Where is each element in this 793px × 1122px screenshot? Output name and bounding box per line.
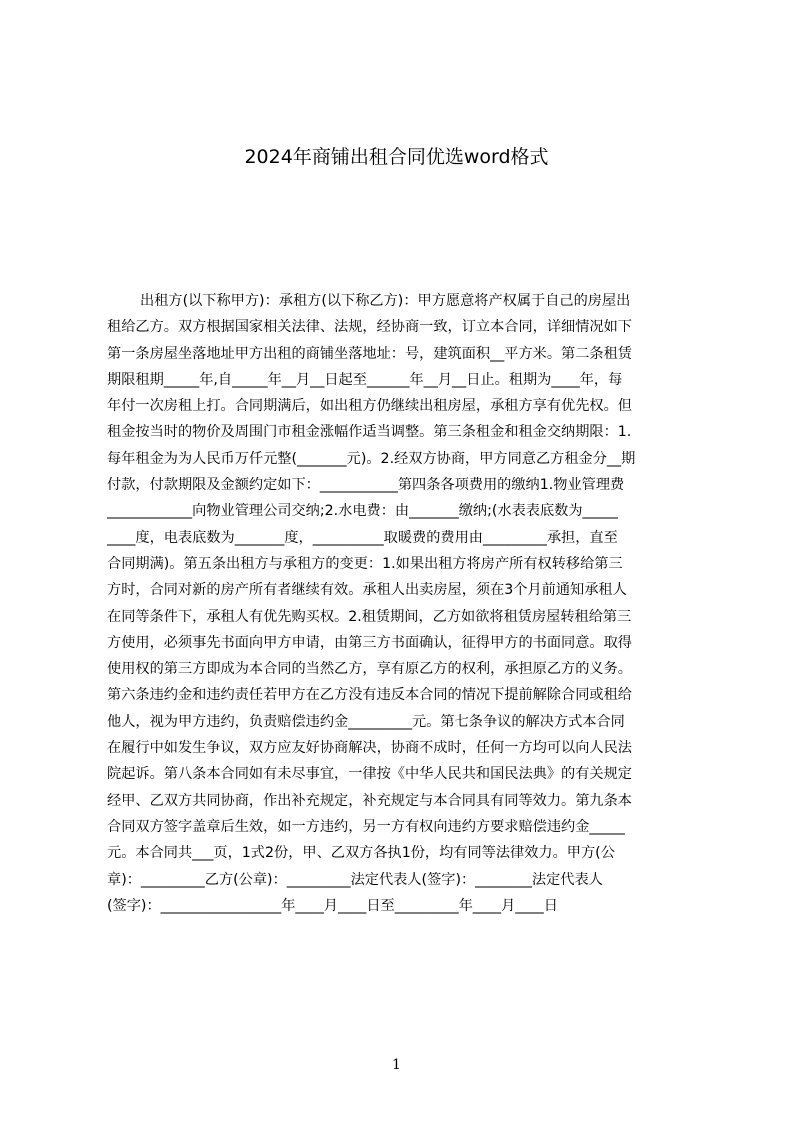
body-line: 每年租金为为人民币万仟元整(_______元)。2.经双方协商，甲方同意乙方租金分__期 — [107, 450, 636, 467]
body-line: 租金按当时的物价及周围门市租金涨幅作适当调整。第三条租金和租金交纳期限：1. — [107, 424, 632, 441]
body-line: 他人，视为甲方违约，负责赔偿违约金_________元。第七条争议的解决方式本合同 — [107, 713, 625, 730]
body-line: 在履行中如发生争议，双方应友好协商解决，协商不成时，任何一方均可以向人民法 — [107, 740, 632, 757]
body-line: 合同期满)。第五条出租方与承租方的变更：1.如果出租方将房产所有权转移给第三 — [107, 555, 623, 572]
body-line: ____________向物业管理公司交纳;2.水电费：由_______缴纳;(水表表底数为_____ — [107, 503, 619, 520]
body-line: 期限租期_____年,自_____年__月__日起至______年__月__日止。租期为____年，每 — [107, 371, 623, 388]
body-line: 合同双方签字盖章后生效，如一方违约，另一方有权向违约方要求赔偿违约金_____ — [107, 818, 625, 835]
body-line: 出租方(以下称甲方)：承租方(以下称乙方)：甲方愿意将产权属于自己的房屋出 — [140, 293, 631, 309]
body-line: 使用权的第三方即成为本合同的当然乙方，享有原乙方的权利，承担原乙方的义务。 — [107, 661, 632, 678]
body-line: 章)：_________乙方(公章)：_________法定代表人(签字)：________法定代表人 — [107, 871, 603, 888]
document-title: 2024年商铺出租合同优选word格式 — [244, 146, 549, 168]
body-line: 经甲、乙双方共同协商，作出补充规定，补充规定与本合同具有同等效力。第九条本 — [107, 792, 632, 809]
body-line: 方时，合同对新的房产所有者继续有效。承租人出卖房屋，须在3个月前通知承租人 — [107, 582, 627, 599]
body-line: 第六条违约金和违约责任若甲方在乙方没有违反本合同的情况下提前解除合同或租给 — [107, 687, 632, 704]
page-number: 1 — [392, 1057, 401, 1073]
contract-body — [107, 288, 697, 919]
body-line: 付款，付款期限及金额约定如下：___________第四条各项费用的缴纳1.物业管理费 — [107, 477, 625, 494]
body-line: 租给乙方。双方根据国家相关法律、法规，经协商一致，订立本合同，详细情况如下 — [107, 319, 632, 336]
body-line: 在同等条件下，承租人有优先购买权。2.租赁期间，乙方如欲将租赁房屋转租给第三 — [107, 608, 632, 625]
body-line: ____度，电表底数为_______度，__________取暖费的费用由_________承担，直至 — [107, 529, 618, 546]
body-line: 第一条房屋坐落地址甲方出租的商铺坐落地址：号，建筑面积__平方米。第二条租赁 — [107, 345, 632, 362]
body-line: 方使用，必须事先书面向甲方申请，由第三方书面确认，征得甲方的书面同意。取得 — [107, 634, 632, 651]
body-line: 年付一次房租上打。合同期满后，如出租方仍继续出租房屋，承租方享有优先权。但 — [107, 398, 632, 415]
body-line: (签字)：_________________年____月____日至_________年____月____日 — [107, 897, 558, 914]
body-line: 院起诉。第八条本合同如有未尽事宜，一律按《中华人民共和国民法典》的有关规定 — [107, 766, 632, 783]
body-line: 元。本合同共___页，1式2份，甲、乙双方各执1份，均有同等法律效力。甲方(公 — [107, 845, 615, 862]
